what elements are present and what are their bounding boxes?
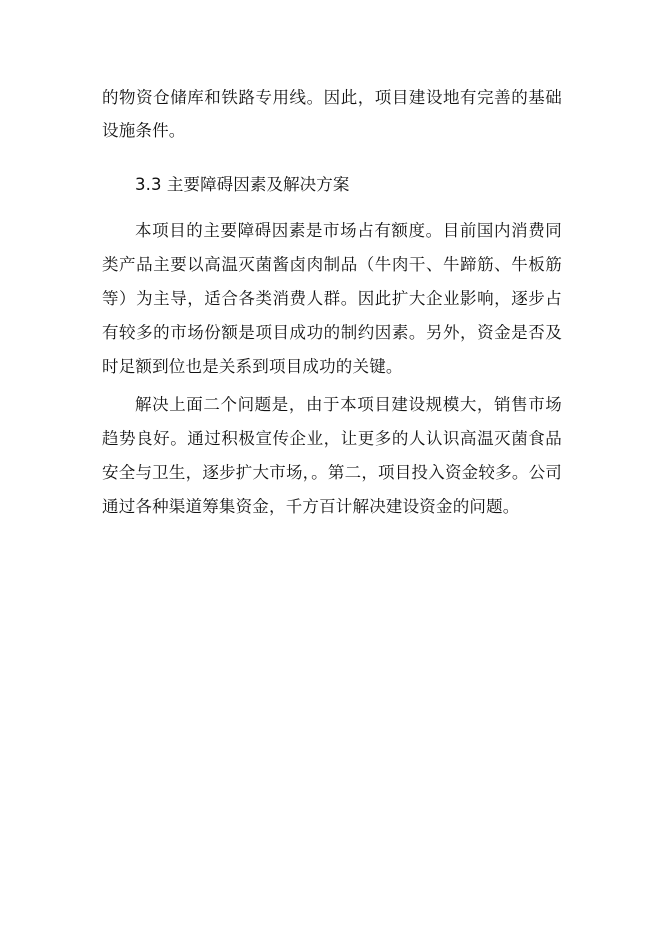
paragraph-3-line-2: 趋势良好。通过积极宣传企业，让更多的人认识高温灭菌食品 bbox=[102, 429, 562, 448]
paragraph-2-line-1: 本项目的主要障碍因素是市场占有额度。目前国内消费同 bbox=[135, 221, 562, 240]
paragraph-3-line-4: 通过各种渠道筹集资金，千方百计解决建设资金的问题。 bbox=[102, 497, 520, 516]
paragraph-2-line-5: 时足额到位也是关系到项目成功的关键。 bbox=[102, 357, 403, 376]
paragraph-2-line-3: 等）为主导，适合各类消费人群。因此扩大企业影响，逐步占 bbox=[102, 289, 562, 308]
paragraph-2-line-4: 有较多的市场份额是项目成功的制约因素。另外，资金是否及 bbox=[102, 323, 562, 342]
paragraph-3-line-1: 解决上面二个问题是，由于本项目建设规模大，销售市场 bbox=[135, 395, 562, 414]
paragraph-1-line-1: 的物资仓储库和铁路专用线。因此，项目建设地有完善的基础 bbox=[102, 88, 562, 107]
paragraph-1-line-2: 设施条件。 bbox=[102, 121, 186, 140]
section-heading: 3.3 主要障碍因素及解决方案 bbox=[135, 175, 350, 194]
paragraph-3-line-3: 安全与卫生，逐步扩大市场，。第二，项目投入资金较多。公司 bbox=[102, 463, 562, 482]
paragraph-2-line-2: 类产品主要以高温灭菌酱卤肉制品（牛肉干、牛蹄筋、牛板筋 bbox=[102, 255, 562, 274]
